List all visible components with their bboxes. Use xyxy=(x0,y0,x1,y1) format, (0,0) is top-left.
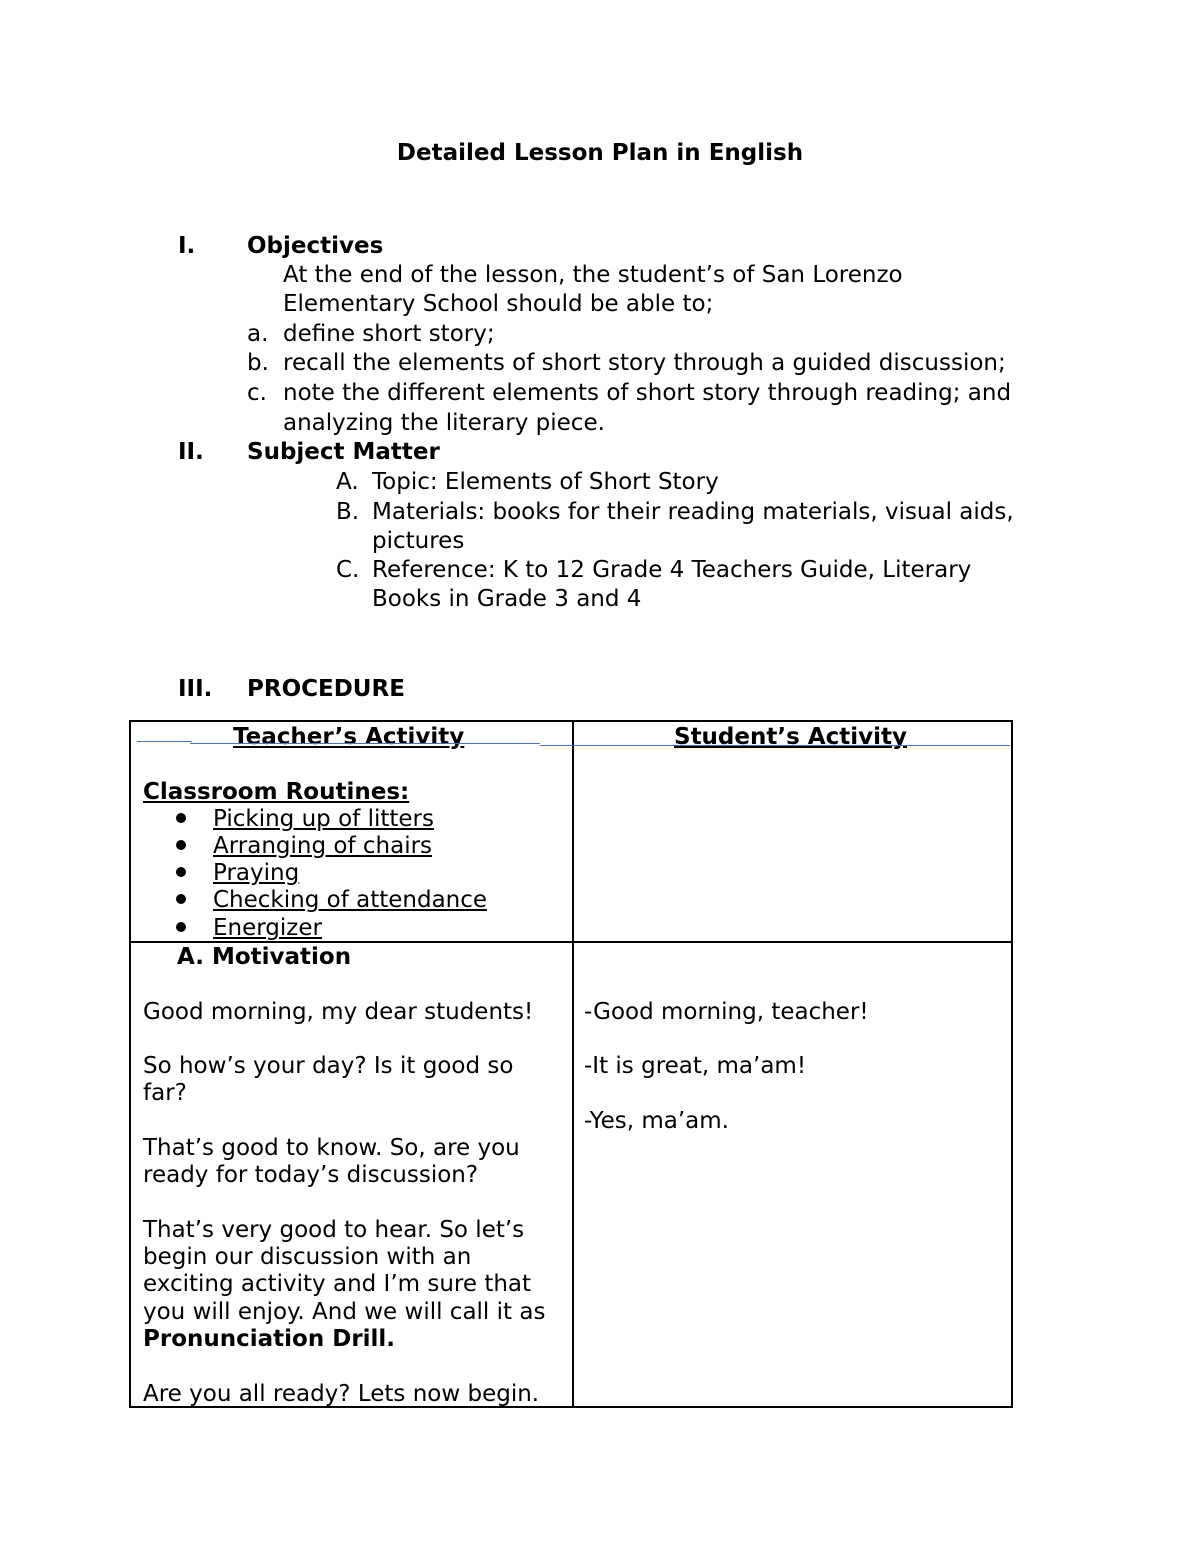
routine-item: Energizer xyxy=(213,915,322,941)
student-line: -It is great, ma’am! xyxy=(584,1053,807,1079)
objectives-intro-line1: At the end of the lesson, the student’s of San Lorenzo xyxy=(283,262,903,288)
routine-item: Checking of attendance xyxy=(213,887,488,913)
teacher-routines-cell xyxy=(130,721,573,942)
objective-item-c-line2: analyzing the literary piece. xyxy=(283,410,605,436)
student-header-cell xyxy=(573,721,1012,942)
objective-marker-a: a. xyxy=(247,321,269,347)
teacher-line: That’s good to know. So, are you xyxy=(143,1135,520,1161)
teacher-motivation-cell xyxy=(130,942,573,1407)
pronunciation-drill-label: Pronunciation Drill. xyxy=(143,1326,396,1352)
teacher-line: That’s very good to hear. So let’s xyxy=(143,1217,525,1243)
annotation-line xyxy=(540,745,1010,746)
procedure-table xyxy=(129,720,1013,1408)
procedure-heading: PROCEDURE xyxy=(247,676,405,702)
procedure-numeral: III. xyxy=(178,676,213,702)
subject-materials-line2: pictures xyxy=(372,528,465,554)
teacher-line: you will enjoy. And we will call it as xyxy=(143,1299,546,1325)
subject-marker-b: B. xyxy=(336,499,360,525)
subject-matter-heading: Subject Matter xyxy=(247,439,440,465)
routine-item: Praying xyxy=(213,860,300,886)
bullet-icon xyxy=(176,867,186,877)
subject-materials-line1: Materials: books for their reading materials, visual aids, xyxy=(372,499,1014,525)
classroom-routines-heading: Classroom Routines: xyxy=(143,779,410,805)
subject-topic: Topic: Elements of Short Story xyxy=(372,469,719,495)
student-line: -Good morning, teacher! xyxy=(584,999,869,1025)
objective-marker-b: b. xyxy=(247,350,269,376)
objectives-heading: Objectives xyxy=(247,233,384,259)
page-title: Detailed Lesson Plan in English xyxy=(396,140,804,166)
student-motivation-cell xyxy=(573,942,1012,1407)
subject-marker-c: C. xyxy=(336,557,360,583)
teacher-line: So how’s your day? Is it good so xyxy=(143,1053,514,1079)
bullet-icon xyxy=(176,813,186,823)
bullet-icon xyxy=(176,922,186,932)
motivation-heading: A. Motivation xyxy=(177,944,352,970)
teacher-line: ready for today’s discussion? xyxy=(143,1162,479,1188)
objectives-numeral: I. xyxy=(178,233,196,259)
subject-reference-line2: Books in Grade 3 and 4 xyxy=(372,586,642,612)
teacher-line: far? xyxy=(143,1080,187,1106)
routine-item: Arranging of chairs xyxy=(213,833,433,859)
teacher-line: Are you all ready? Lets now begin. xyxy=(143,1381,540,1407)
annotation-line xyxy=(190,743,540,744)
subject-marker-a: A. xyxy=(336,469,359,495)
objectives-intro-line2: Elementary School should be able to; xyxy=(283,291,714,317)
annotation-line xyxy=(137,741,192,742)
teacher-line: begin our discussion with an xyxy=(143,1244,472,1270)
teacher-line: Good morning, my dear students! xyxy=(143,999,534,1025)
bullet-icon xyxy=(176,840,186,850)
bullet-icon xyxy=(176,894,186,904)
objective-item-c-line1: note the different elements of short story through reading; and xyxy=(283,380,1012,406)
teacher-line: exciting activity and I’m sure that xyxy=(143,1271,532,1297)
routine-item: Picking up of litters xyxy=(213,806,434,832)
subject-reference-line1: Reference: K to 12 Grade 4 Teachers Guide, Literary xyxy=(372,557,972,583)
teacher-activity-header: Teacher’s Activity xyxy=(233,724,465,750)
objective-item-a: define short story; xyxy=(283,321,495,347)
student-activity-header: Student’s Activity xyxy=(674,724,907,750)
student-line: -Yes, ma’am. xyxy=(584,1108,729,1134)
subject-matter-numeral: II. xyxy=(178,439,204,465)
objective-marker-c: c. xyxy=(247,380,267,406)
objective-item-b: recall the elements of short story through a guided discussion; xyxy=(283,350,1006,376)
